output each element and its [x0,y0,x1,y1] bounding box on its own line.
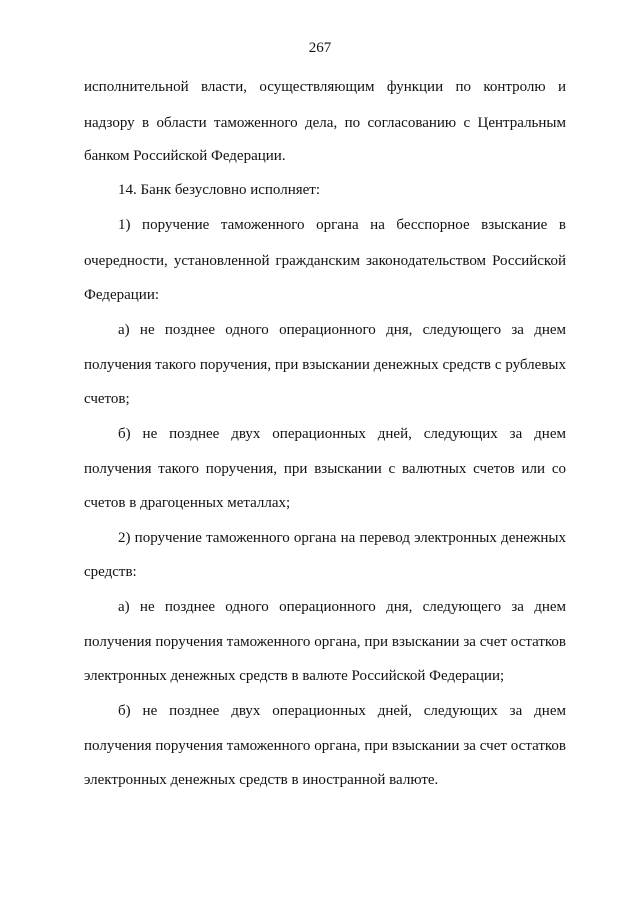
text-line: 2) поручение таможенного органа на перевод электронных денежных [118,530,566,546]
text-line: счетов; [84,391,130,407]
page-number: 267 [308,40,332,56]
text-line: средств: [84,564,137,580]
text-line: получения такого поручения, при взыскании с валютных счетов или со [84,461,566,477]
text-line: получения поручения таможенного органа, при взыскании за счет остатков [84,634,566,650]
text-line: получения такого поручения, при взыскании денежных средств с рублевых [84,357,566,373]
text-line: исполнительной власти, осуществляющим функции по контролю и [84,79,566,95]
text-line: б) не позднее двух операционных дней, следующих за днем [118,703,566,719]
text-line: электронных денежных средств в валюте Российской Федерации; [84,668,505,684]
text-line: счетов в драгоценных металлах; [84,495,291,511]
text-line: 1) поручение таможенного органа на бесспорное взыскание в [118,217,566,233]
text-line: электронных денежных средств в иностранной валюте. [84,772,439,788]
text-line: б) не позднее двух операционных дней, следующих за днем [118,426,566,442]
text-line: Федерации: [84,287,160,303]
text-line: получения поручения таможенного органа, при взыскании за счет остатков [84,738,566,754]
text-line: а) не позднее одного операционного дня, следующего за днем [118,322,566,338]
text-line: надзору в области таможенного дела, по согласованию с Центральным [84,115,566,131]
paragraph-heading: 14. Банк безусловно исполняет: [118,182,321,198]
text-line: банком Российской Федерации. [84,148,286,164]
text-line: очередности, установленной гражданским законодательством Российской [84,253,566,269]
text-line: а) не позднее одного операционного дня, следующего за днем [118,599,566,615]
